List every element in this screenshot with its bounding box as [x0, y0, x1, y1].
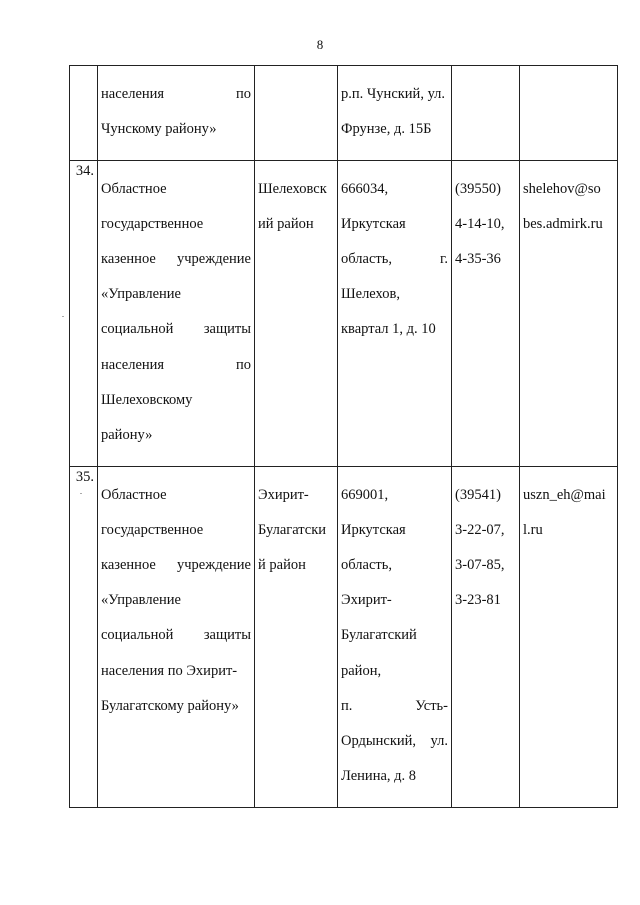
text-line: Областное [101, 486, 167, 503]
text-line: (39550) [455, 180, 501, 197]
text-line: казенное учреждение [101, 250, 251, 267]
text-line: й район [258, 557, 306, 574]
text-line: 3-23-81 [455, 592, 501, 609]
text-line: социальной защиты [101, 321, 251, 338]
text-line: Эхирит- [341, 592, 392, 609]
text-line: «Управление [101, 286, 181, 303]
text-line: квартал 1, д. 10 [341, 321, 436, 338]
text-line: государственное [101, 215, 204, 232]
text-line: область, г. [341, 250, 448, 267]
page-number: 8 [316, 37, 324, 52]
text-line: shelehov@so [523, 180, 601, 197]
institution-name [98, 66, 255, 161]
text-line: 666034, [341, 180, 389, 197]
text-line: Областное [101, 180, 167, 197]
text-line: району» [101, 426, 153, 443]
text-line: uszn_eh@mai [523, 486, 606, 503]
text-line: 3-22-07, [455, 521, 505, 538]
institution-name [98, 160, 255, 466]
phone [452, 467, 520, 808]
text-line: Иркутская [341, 521, 406, 538]
email [520, 160, 618, 466]
address [338, 66, 452, 161]
district [255, 66, 338, 161]
institutions-table [69, 65, 618, 808]
text-line: населения по [101, 356, 251, 373]
text-line: «Управление [101, 592, 181, 609]
email [520, 66, 618, 161]
text-line: ий район [258, 215, 314, 232]
text-line: Фрунзе, д. 15Б [341, 120, 432, 137]
text-line: социальной защиты [101, 627, 251, 644]
text-line: Ордынский, ул. [341, 732, 448, 749]
text-line: Шелеховскому [101, 391, 193, 408]
text-line: Ленина, д. 8 [341, 768, 417, 785]
table-row [70, 66, 618, 161]
row-number: 35. [70, 467, 98, 808]
row-number: 34. [70, 160, 98, 466]
institution-name [98, 467, 255, 808]
text-line: населения по [101, 85, 251, 102]
text-line: государственное [101, 521, 204, 538]
text-line: область, [341, 557, 392, 574]
address [338, 160, 452, 466]
text-line: (39541) [455, 486, 501, 503]
district [255, 467, 338, 808]
scan-speck [62, 316, 64, 317]
text-line: 4-14-10, [455, 215, 505, 232]
email [520, 467, 618, 808]
text-line: Эхирит- [258, 486, 309, 503]
text-line: Шелехов, [341, 286, 400, 303]
text-line: Булагатски [258, 521, 327, 538]
text-line: 3-07-85, [455, 557, 505, 574]
text-line: Шелеховск [258, 180, 327, 197]
text-line: 4-35-36 [455, 250, 501, 267]
text-line: казенное учреждение [101, 557, 251, 574]
text-line: Булагатскому району» [101, 697, 239, 714]
table-row [70, 160, 618, 466]
phone [452, 160, 520, 466]
scan-speck [80, 493, 82, 494]
text-line: Иркутская [341, 215, 406, 232]
text-line: населения по Эхирит- [101, 662, 238, 679]
phone [452, 66, 520, 161]
text-line: р.п. Чунский, ул. [341, 85, 446, 102]
text-line: район, [341, 662, 382, 679]
text-line: Булагатский [341, 627, 417, 644]
text-line: l.ru [523, 521, 543, 538]
text-line: п. Усть- [341, 697, 448, 714]
text-line: bes.admirk.ru [523, 215, 603, 232]
table-row [70, 467, 618, 808]
address [338, 467, 452, 808]
text-line: Чунскому району» [101, 120, 217, 137]
text-line: 669001, [341, 486, 389, 503]
row-number [70, 66, 98, 161]
district [255, 160, 338, 466]
